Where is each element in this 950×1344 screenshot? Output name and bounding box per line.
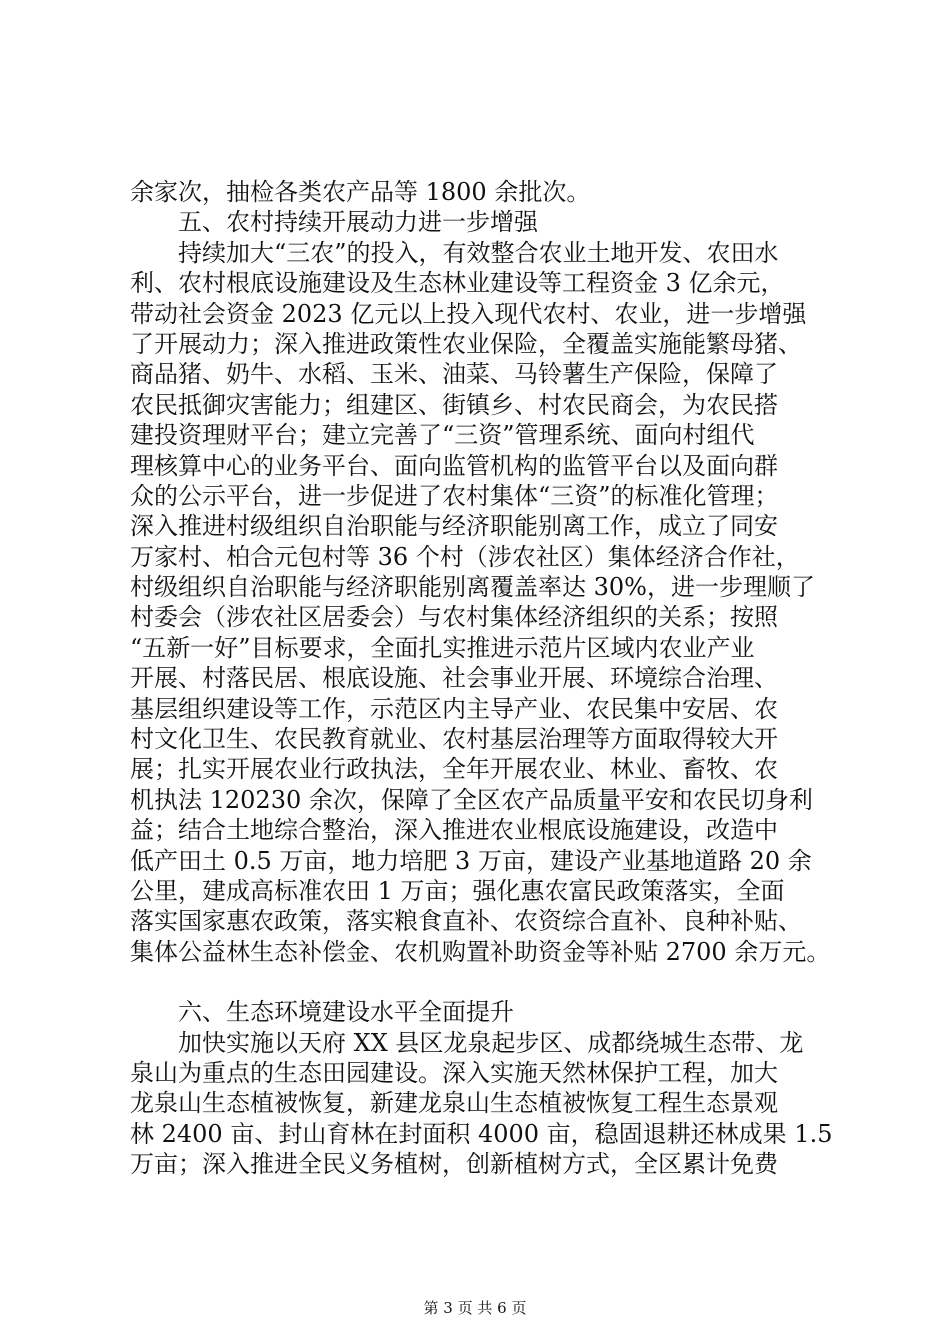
text-line: 基层组织建设等工作，示范区内主导产业、农民集中安居、农 [130,694,778,723]
text-line: 五、农村持续开展动力进一步增强 [178,208,538,237]
text-line: 六、生态环境建设水平全面提升 [178,998,514,1027]
paragraph-spacer [130,967,830,997]
text-line: 益；结合土地综合整治，深入推进农业根底设施建设，改造中 [130,816,778,845]
page-footer: 第 3 页 共 6 页 [423,1299,527,1317]
text-line: 村级组织自治职能与经济职能别离覆盖率达 30%，进一步理顺了 [130,573,815,602]
text-line: 深入推进村级组织自治职能与经济职能别离工作，成立了同安 [130,512,778,541]
text-line: 展；扎实开展农业行政执法，全年开展农业、林业、畜牧、农 [130,755,778,784]
text-line: 开展、村落民居、根底设施、社会事业开展、环境综合治理、 [130,664,778,693]
text-line: 村文化卫生、农民教育就业、农村基层治理等方面取得较大开 [130,725,778,754]
text-line: 农民抵御灾害能力；组建区、街镇乡、村农民商会，为农民搭 [130,390,778,419]
text-line: 落实国家惠农政策，落实粮食直补、农资综合直补、良种补贴、 [130,907,802,936]
text-line: 泉山为重点的生态田园建设。深入实施天然林保护工程，加大 [130,1058,778,1087]
text-line: 理核算中心的业务平台、面向监管机构的监管平台以及面向群 [130,451,778,480]
text-line: 加快实施以天府 XX 县区龙泉起步区、成都绕城生态带、龙 [178,1028,804,1057]
text-line: 集体公益林生态补偿金、农机购置补助资金等补贴 2700 余万元。 [130,937,831,966]
text-line: “五新一好”目标要求，全面扎实推进示范片区域内农业产业 [130,633,755,662]
text-line: 众的公示平台，进一步促进了农村集体“三资”的标准化管理； [130,481,779,510]
text-line: 龙泉山生态植被恢复，新建龙泉山生态植被恢复工程生态景观 [130,1089,778,1118]
text-line: 建投资理财平台；建立完善了“三资”管理系统、面向村组代 [130,421,755,450]
text-line: 万家村、柏合元包村等 36 个村（涉农社区）集体经济合作社， [130,542,800,571]
text-line: 低产田土 0.5 万亩，地力培肥 3 万亩，建设产业基地道路 20 余 [130,846,812,875]
text-line: 万亩；深入推进全民义务植树，创新植树方式，全区累计免费 [130,1150,778,1179]
document-body [130,177,833,1180]
text-line: 村委会（涉农社区居委会）与农村集体经济组织的关系；按照 [130,603,778,632]
text-line: 利、农村根底设施建设及生态林业建设等工程资金 3 亿余元， [130,269,785,298]
text-line: 商品猪、奶牛、水稻、玉米、油菜、马铃薯生产保险，保障了 [130,360,778,389]
text-line: 带动社会资金 2023 亿元以上投入现代农村、农业，进一步增强 [130,299,807,328]
text-line: 了开展动力；深入推进政策性农业保险，全覆盖实施能繁母猪、 [130,329,802,358]
text-line: 公里，建成高标准农田 1 万亩；强化惠农富民政策落实，全面 [130,876,785,905]
text-line: 持续加大“三农”的投入，有效整合农业土地开发、农田水 [178,238,779,267]
text-line: 机执法 120230 余次，保障了全区农产品质量平安和农民切身利 [130,785,813,814]
text-line: 林 2400 亩、封山育林在封面积 4000 亩，稳固退耕还林成果 1.5 [130,1119,833,1148]
text-line: 余家次，抽检各类农产品等 1800 余批次。 [130,178,591,206]
